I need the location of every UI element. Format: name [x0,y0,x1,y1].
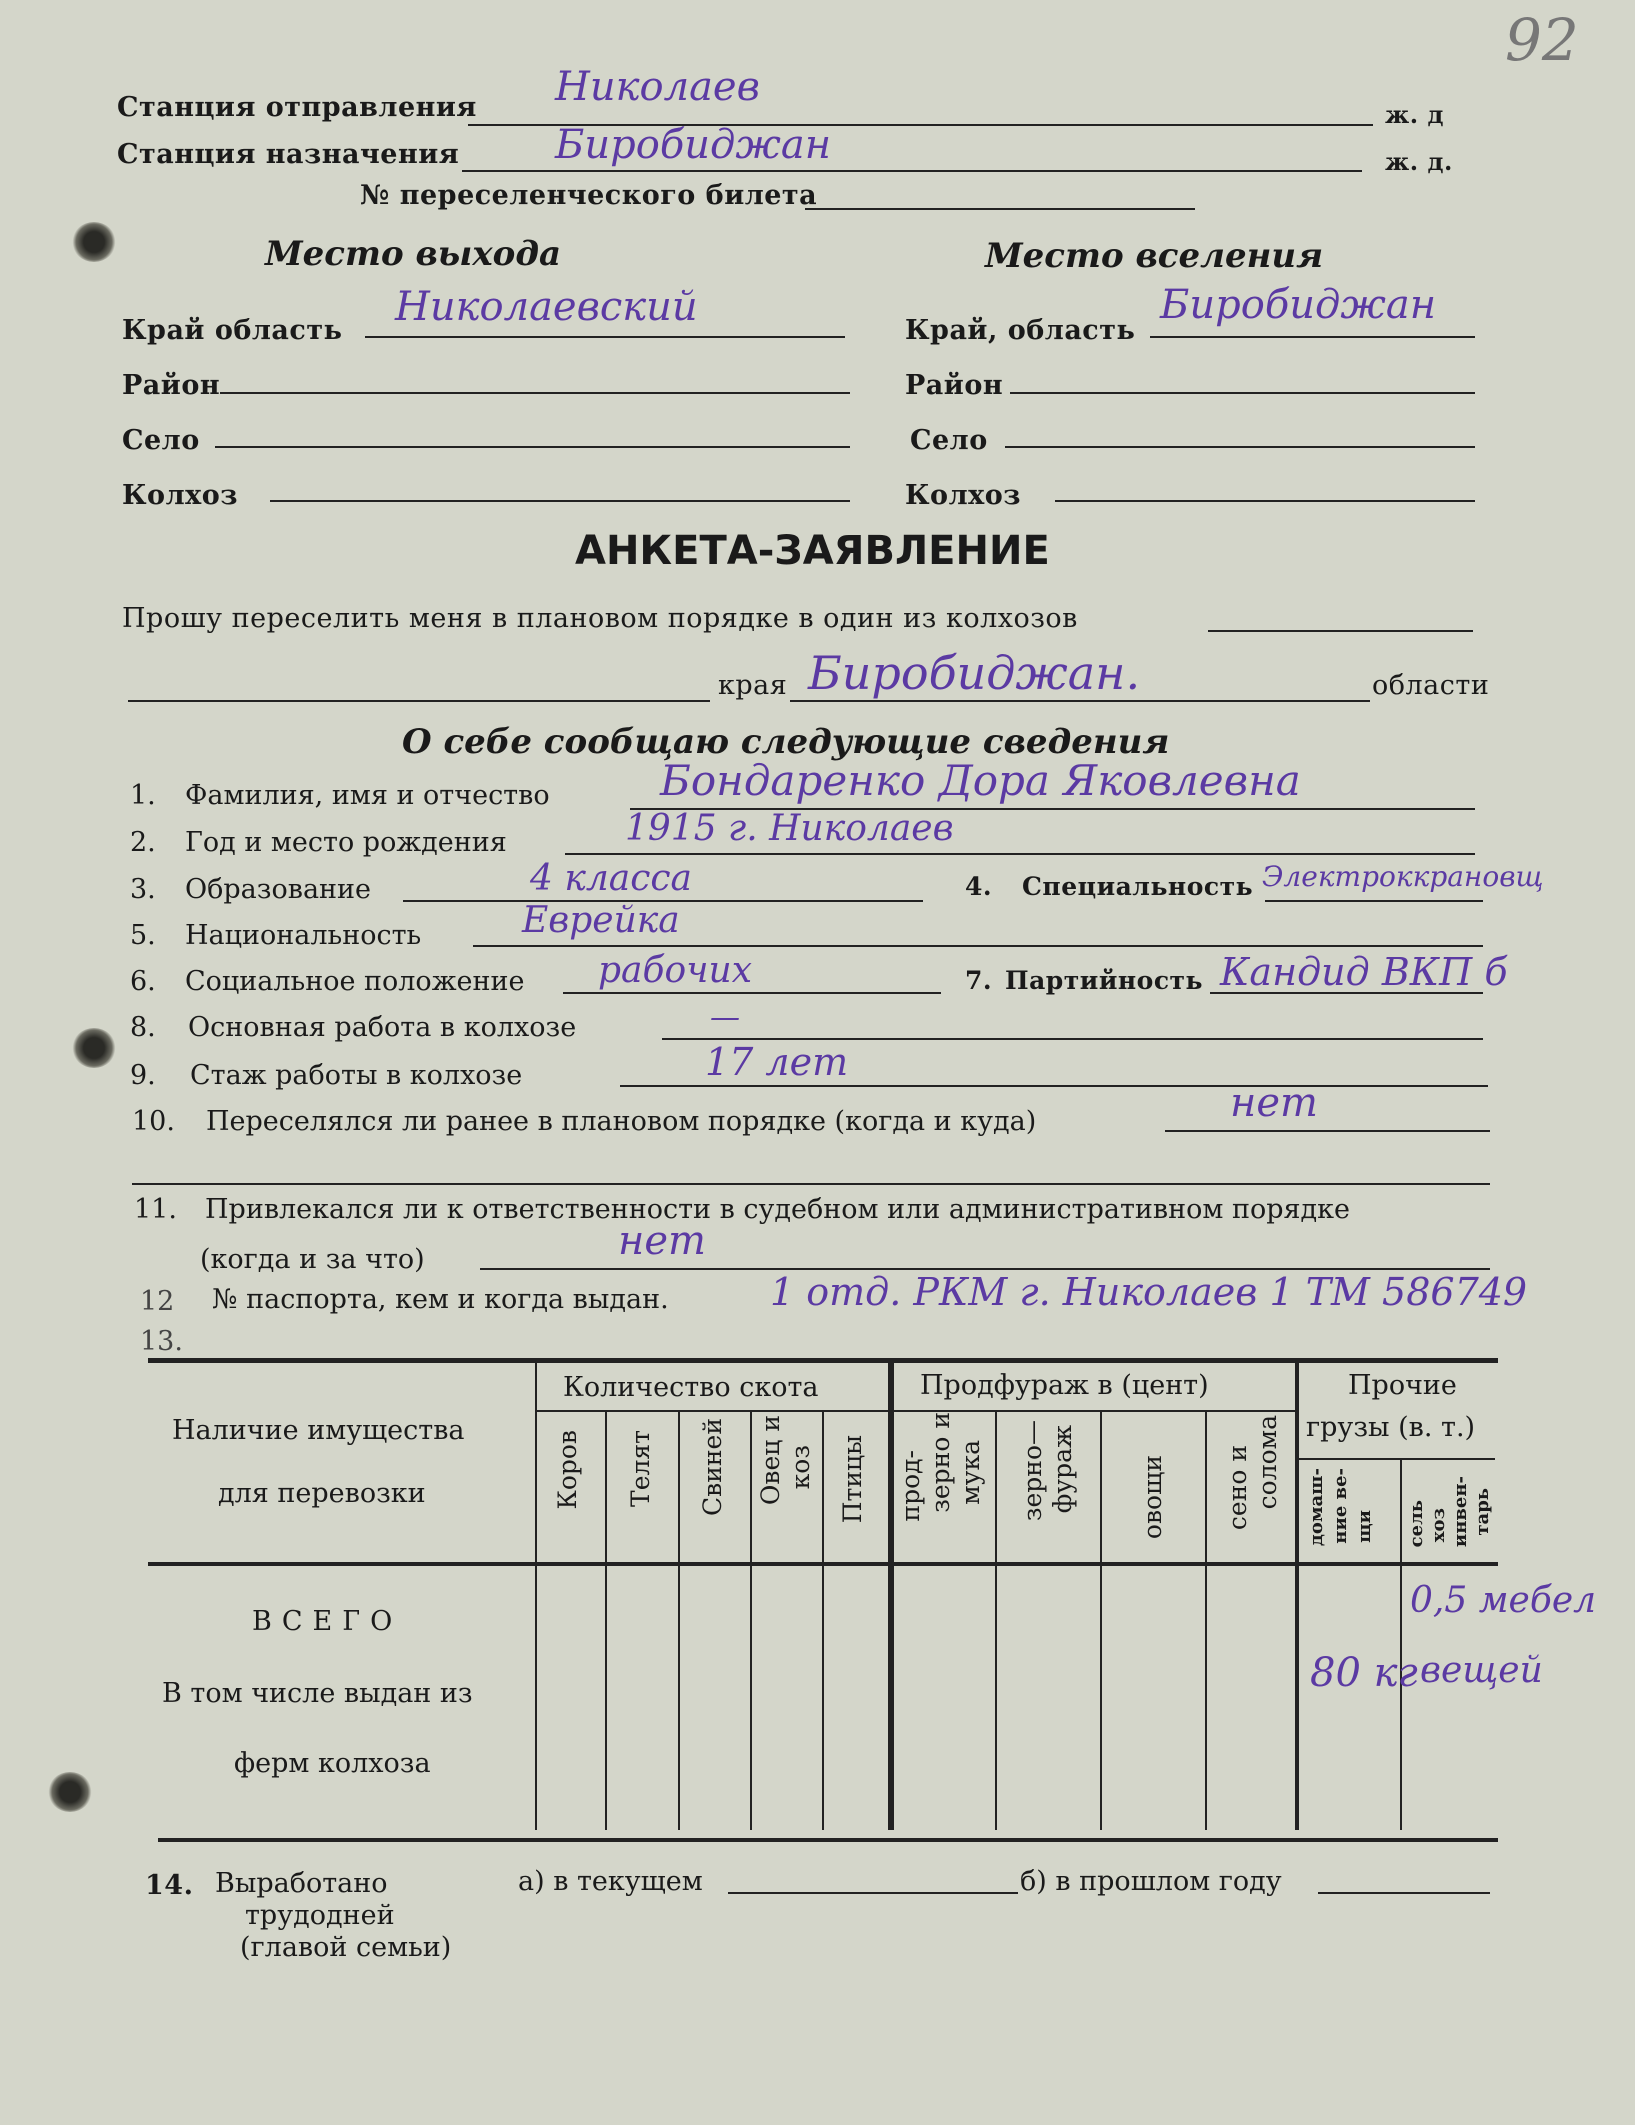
oblast-label: области [1372,670,1490,701]
field-1-num: 1. [130,780,156,811]
col-header-agri-4: тарь [1472,1488,1493,1536]
other-group-line [1295,1458,1495,1460]
rail-suffix-2: ж. д. [1385,147,1453,176]
request-kolkhoz-line [1208,630,1473,632]
field-12-num: 12 [140,1286,175,1317]
field-10-line [1165,1130,1490,1132]
field-3-num: 3. [130,874,156,905]
footer-previous-line [1318,1892,1490,1894]
footer-num: 14. [145,1870,194,1901]
field-7-value[interactable]: Кандид ВКП б [1220,950,1508,994]
field-8-value[interactable]: — [710,1000,740,1035]
col-header-vegetables: овощи [1138,1455,1167,1540]
field-2-num: 2. [130,827,156,858]
punch-hole-bottom [48,1772,92,1812]
col-header-hay-2: солома [1253,1415,1282,1510]
field-1-label: Фамилия, имя и отчество [185,780,550,811]
settle-village-label: Село [910,425,988,456]
corner-page-note: 92 [1505,6,1579,74]
exit-district-label: Район [122,370,221,401]
field-2-value[interactable]: 1915 г. Николаев [625,808,954,849]
table-col-sep-10 [1295,1362,1299,1830]
departure-label: Станция отправления [117,92,477,123]
table-col-sep-7 [995,1410,997,1830]
settle-kolkhoz-label: Колхоз [905,480,1021,511]
arrival-line [462,170,1362,172]
col-header-sheep-1: Овец и [756,1415,785,1506]
footer-label-1: Выработано [215,1868,388,1899]
punch-hole-middle [72,1028,116,1068]
field-4-label: Специальность [1022,872,1254,901]
exit-region-line [365,336,845,338]
field-6-value[interactable]: рабочих [598,950,753,991]
field-5-label: Национальность [185,920,422,951]
field-12-label: № паспорта, кем и когда выдан. [212,1284,669,1315]
ticket-line [805,208,1195,210]
field-2-label: Год и место рождения [185,827,507,858]
field-3-value[interactable]: 4 класса [530,858,693,899]
field-10-value[interactable]: нет [1230,1080,1318,1126]
field-10-num: 10. [132,1106,175,1137]
livestock-group-line [535,1410,888,1412]
col-header-pigs: Свиней [698,1418,727,1516]
field-9-label: Стаж работы в колхозе [190,1060,523,1091]
field-9-num: 9. [130,1060,156,1091]
exit-region-value[interactable]: Николаевский [395,284,698,330]
field-9-line [620,1085,1488,1087]
field-8-label: Основная работа в колхозе [188,1012,577,1043]
table-col-sep-2 [605,1410,607,1830]
table-row-header-2: для перевозки [218,1478,426,1509]
field-6-label: Социальное положение [185,966,525,997]
col-header-sheep-2: коз [786,1445,815,1490]
field-10-label: Переселялся ли ранее в плановом порядке (когда и куда) [206,1106,1037,1137]
exit-place-title: Место выхода [265,234,562,274]
field-8-num: 8. [130,1012,156,1043]
footer-label-3: (главой семьи) [240,1932,452,1963]
settle-district-label: Район [905,370,1004,401]
field-6-line [563,992,941,994]
livestock-group-header: Количество скота [563,1372,819,1403]
krai-value[interactable]: Биробиджан. [808,646,1141,700]
settle-region-line [1150,336,1475,338]
col-header-hay-1: сено и [1223,1445,1252,1531]
field-11-label: Привлекался ли к ответственности в судебном или административном порядке [205,1194,1351,1225]
arrival-label: Станция назначения [117,139,460,170]
col-header-fodder-2: фураж [1048,1425,1077,1514]
punch-hole-top [72,222,116,262]
col-header-cows: Коров [553,1430,582,1510]
other-group-header: Прочие [1348,1370,1457,1401]
table-col-sep-6 [888,1362,894,1830]
field-5-value[interactable]: Еврейка [522,900,680,941]
table-col-sep-5 [822,1410,824,1830]
field-3-label: Образование [185,874,372,905]
col-header-agri-1: сель [1406,1500,1427,1548]
field-7-num: 7. [965,966,993,995]
request-line-start [128,700,710,702]
col-header-calves: Телят [626,1430,655,1507]
table-agri-value-2[interactable]: вещей [1420,1650,1543,1691]
exit-kolkhoz-line [270,500,850,502]
table-col-sep-11 [1400,1458,1402,1830]
field-4-line [1265,900,1483,902]
field-7-label: Партийность [1005,966,1204,995]
field-6-num: 6. [130,966,156,997]
col-header-fodder-1: зерно— [1018,1420,1047,1522]
request-text: Прошу переселить меня в плановом порядке в один из колхозов [122,603,1078,634]
exit-village-line [215,446,850,448]
table-row-header-1: Наличие имущества [172,1415,465,1446]
field-5-line [473,945,1483,947]
field-5-num: 5. [130,920,156,951]
col-header-home-3: щи [1354,1510,1375,1543]
footer-label-2: трудодней [245,1900,395,1931]
exit-region-label: Край область [122,315,343,346]
field-4-num: 4. [965,872,993,901]
col-header-home-1: домаш- [1306,1468,1327,1547]
col-header-grain-1: прод- [896,1450,925,1522]
footer-current-line [728,1892,1018,1894]
table-bottom-border [158,1838,1498,1842]
krai-label: края [718,670,788,701]
exit-village-label: Село [122,425,200,456]
col-header-grain-3: мука [956,1440,985,1505]
table-incl-label-2: ферм колхоза [234,1748,431,1779]
field-11-label-2: (когда и за что) [200,1244,425,1275]
col-header-grain-2: зерно и [926,1412,955,1513]
fodder-group-header: Продфураж в (цент) [920,1370,1209,1401]
info-title: О себе сообщаю следующие сведения [402,722,1170,762]
settle-district-line [1010,392,1475,394]
field-1-value[interactable]: Бондаренко Дора Яковлевна [660,756,1301,805]
table-incl-label-1: В том числе выдан из [162,1678,473,1709]
col-header-agri-3: инвен- [1450,1476,1471,1548]
settle-region-label: Край, область [905,315,1136,346]
table-col-sep-9 [1205,1410,1207,1830]
table-col-sep-4 [750,1410,752,1830]
field-11-num: 11. [134,1194,177,1225]
field-2-line [565,853,1475,855]
table-total-label: ВСЕГО [252,1606,403,1637]
field-11-value[interactable]: нет [618,1218,706,1264]
settle-village-line [1005,446,1475,448]
exit-kolkhoz-label: Колхоз [122,480,238,511]
ticket-label: № переселенческого билета [360,180,818,211]
field-10-line-2 [132,1183,1490,1185]
field-12-value[interactable]: 1 отд. РКМ г. Николаев 1 ТМ 586749 [770,1270,1528,1314]
col-header-agri-2: хоз [1428,1508,1449,1543]
krai-line [790,700,1370,702]
settle-region-value[interactable]: Биробиджан [1160,282,1437,328]
settle-kolkhoz-line [1055,500,1475,502]
other-group-header-2: грузы (в. т.) [1306,1412,1476,1443]
field-4-value[interactable]: Электроккрановщ [1262,860,1544,893]
field-13-num: 13. [140,1326,183,1357]
col-header-home-2: ние ве- [1330,1468,1351,1544]
table-agri-value-1[interactable]: 0,5 мебел [1410,1580,1597,1621]
col-header-birds: Птицы [838,1435,867,1524]
footer-current-label: а) в текущем [518,1866,703,1897]
table-col-sep-1 [535,1362,537,1830]
departure-value[interactable]: Николаев [555,64,760,110]
settle-place-title: Место вселения [985,236,1324,276]
table-col-sep-8 [1100,1410,1102,1830]
arrival-value[interactable]: Биробиджан [555,122,832,168]
table-col-sep-3 [678,1410,680,1830]
form-title: АНКЕТА-ЗАЯВЛЕНИЕ [575,528,1050,574]
table-home-value[interactable]: 80 кг [1310,1650,1418,1696]
exit-district-line [220,392,850,394]
footer-previous-label: б) в прошлом году [1020,1866,1282,1897]
field-9-value[interactable]: 17 лет [705,1040,849,1084]
rail-suffix-1: ж. д [1385,100,1444,129]
